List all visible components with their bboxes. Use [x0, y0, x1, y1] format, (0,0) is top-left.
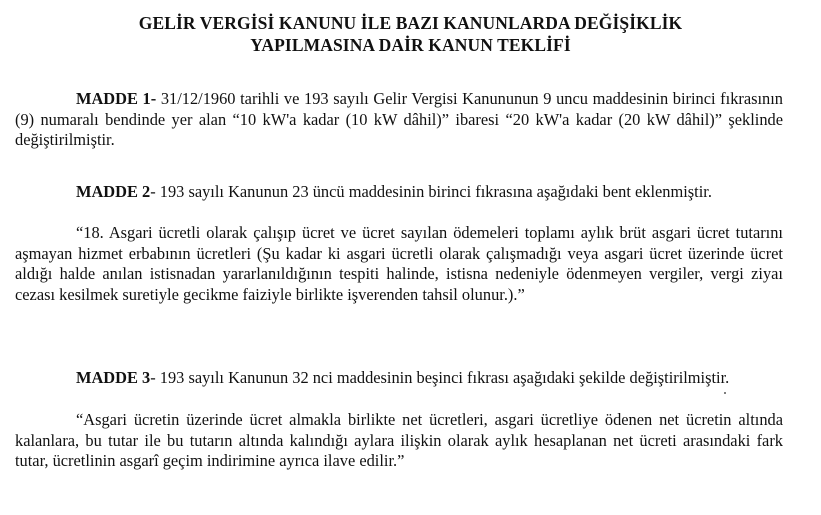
article-1: [15, 89, 783, 151]
article-2-text: - 193 sayılı Kanunun 23 üncü maddesinin birinci fıkrasına aşağıdaki bent eklenmiştir.: [150, 182, 712, 201]
article-2-label: MADDE 2: [76, 182, 151, 201]
article-3: [15, 368, 783, 389]
stray-mark: [724, 392, 726, 394]
article-3-quote-text: “Asgari ücretin üzerinde ücret almakla birlikte net ücretleri, asgari ücretliye ödenen net ücretin altında kalanlara, bu tutar ile bu tutarın altında kalındığı aylara ilişkin olarak aylık hesaplanan net ücreti arasındaki fark tutar, ücretlinin asgarî geçim indirimine ayrıca ilave edilir.”: [15, 410, 783, 471]
document-title-line-2: YAPILMASINA DAİR KANUN TEKLİFİ: [250, 35, 571, 55]
article-2: [15, 182, 783, 203]
article-1-label: MADDE 1-: [76, 89, 157, 108]
article-3-label: MADDE 3: [76, 368, 151, 387]
article-2-quote: [15, 223, 783, 305]
article-3-text: - 193 sayılı Kanunun 32 nci maddesinin beşinci fıkrası aşağıdaki şekilde değiştirilmiştir.: [150, 368, 730, 387]
article-1-text: 31/12/1960 tarihli ve 193 sayılı Gelir Vergisi Kanununun 9 uncu maddesinin birinci fıkrasının (9) numaralı bendinde yer alan “10 kW'a kadar (10 kW dâhil)” ibaresi “20 kW'a kadar (20 kW dâhil)” şeklinde değiştirilmiştir.: [15, 89, 783, 150]
document-title-line-1: GELİR VERGİSİ KANUNU İLE BAZI KANUNLARDA DEĞİŞİKLİK: [138, 13, 683, 33]
article-2-quote-text: “18. Asgari ücretli olarak çalışıp ücret ve ücret sayılan ödemeleri toplamı aylık brüt asgari ücret tutarını aşmayan hizmet erbabının ücretleri (Şu kadar ki asgari ücretli olarak çalışmadığı veya asgari ücret üzerinde ücret aldığı halde anılan istisnadan yararlanıldığının tespiti halinde, istisna nedeniyle ödenmeyen vergiler, vergi ziyaı cezası kesilmek suretiyle gecikme faiziyle birlikte işverenden tahsil olunur.).”: [15, 223, 783, 304]
article-3-quote: [15, 410, 783, 472]
